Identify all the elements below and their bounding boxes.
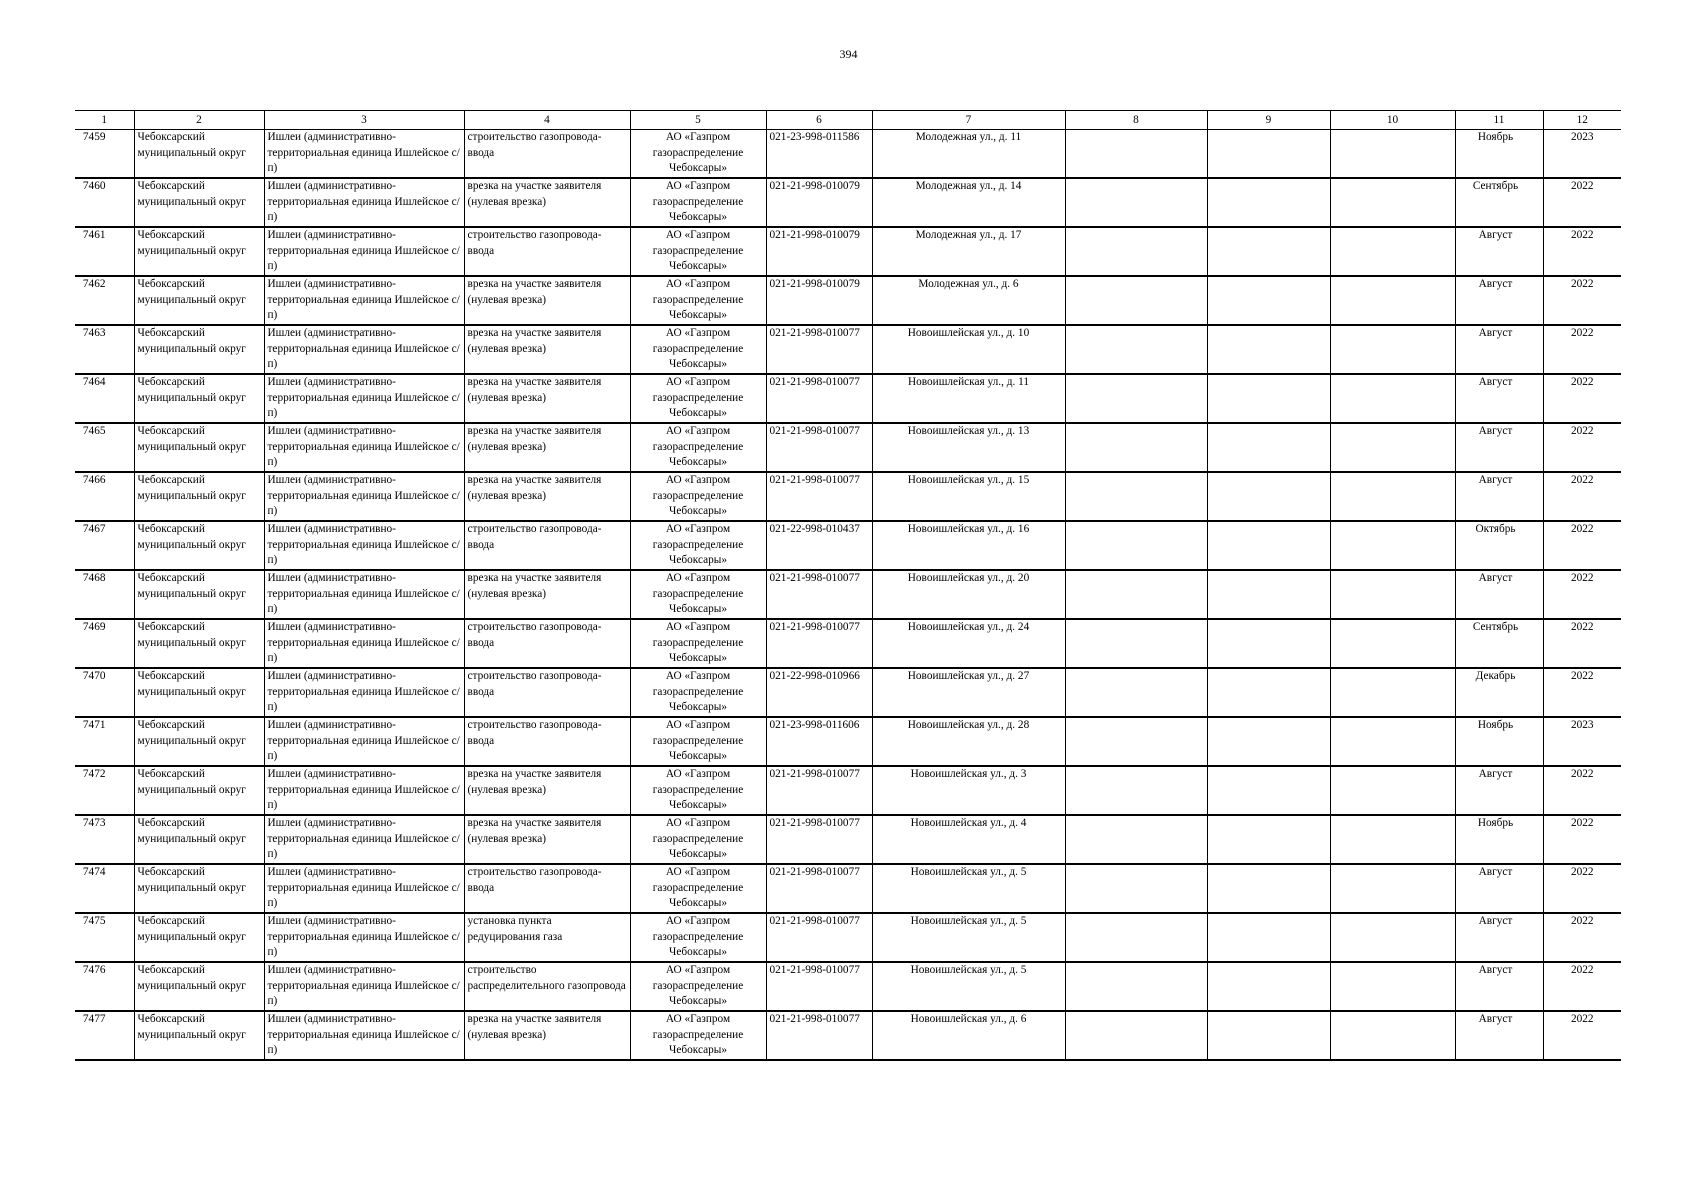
- work-type-cell: строительство распределительного газопровода: [464, 962, 630, 1011]
- column-8-cell: [1065, 374, 1207, 423]
- organization-cell: АО «Газпром газораспределение Чебоксары»: [630, 962, 766, 1011]
- month-cell: Сентябрь: [1455, 178, 1543, 227]
- settlement-cell: Ишлеи (административно-территориальная единица Ишлейское с/п): [264, 913, 464, 962]
- column-10-cell: [1330, 423, 1455, 472]
- organization-cell: АО «Газпром газораспределение Чебоксары»: [630, 130, 766, 179]
- column-8-cell: [1065, 864, 1207, 913]
- column-8-cell: [1065, 178, 1207, 227]
- district-cell: Чебоксарский муниципальный округ: [134, 276, 264, 325]
- row-number-cell: 7469: [75, 619, 134, 668]
- work-type-cell: врезка на участке заявителя (нулевая врезка): [464, 815, 630, 864]
- organization-cell: АО «Газпром газораспределение Чебоксары»: [630, 374, 766, 423]
- district-cell: Чебоксарский муниципальный округ: [134, 766, 264, 815]
- work-type-cell: строительство газопровода-ввода: [464, 864, 630, 913]
- object-code-cell: 021-21-998-010077: [766, 913, 872, 962]
- page-number: 394: [839, 47, 858, 61]
- object-code-cell: 021-23-998-011586: [766, 130, 872, 179]
- address-cell: Новоишлейская ул., д. 5: [872, 913, 1065, 962]
- settlement-cell: Ишлеи (административно-территориальная единица Ишлейское с/п): [264, 1011, 464, 1060]
- settlement-cell: Ишлеи (административно-территориальная единица Ишлейское с/п): [264, 472, 464, 521]
- address-cell: Новоишлейская ул., д. 13: [872, 423, 1065, 472]
- month-cell: Ноябрь: [1455, 130, 1543, 179]
- column-header: 4: [464, 111, 630, 130]
- year-cell: 2022: [1543, 1011, 1621, 1060]
- column-9-cell: [1207, 227, 1330, 276]
- year-cell: 2022: [1543, 325, 1621, 374]
- column-9-cell: [1207, 423, 1330, 472]
- object-code-cell: 021-21-998-010079: [766, 276, 872, 325]
- column-9-cell: [1207, 374, 1330, 423]
- row-number-cell: 7465: [75, 423, 134, 472]
- year-cell: 2022: [1543, 227, 1621, 276]
- row-number-cell: 7470: [75, 668, 134, 717]
- organization-cell: АО «Газпром газораспределение Чебоксары»: [630, 913, 766, 962]
- object-code-cell: 021-21-998-010077: [766, 1011, 872, 1060]
- column-9-cell: [1207, 1011, 1330, 1060]
- row-number-cell: 7473: [75, 815, 134, 864]
- column-10-cell: [1330, 374, 1455, 423]
- row-number-cell: 7466: [75, 472, 134, 521]
- work-type-cell: установка пункта редуцирования газа: [464, 913, 630, 962]
- column-10-cell: [1330, 178, 1455, 227]
- district-cell: Чебоксарский муниципальный округ: [134, 227, 264, 276]
- address-cell: Молодежная ул., д. 6: [872, 276, 1065, 325]
- row-number-cell: 7459: [75, 130, 134, 179]
- column-header: 10: [1330, 111, 1455, 130]
- work-type-cell: строительство газопровода-ввода: [464, 668, 630, 717]
- column-8-cell: [1065, 717, 1207, 766]
- column-header: 5: [630, 111, 766, 130]
- object-code-cell: 021-22-998-010966: [766, 668, 872, 717]
- month-cell: Декабрь: [1455, 668, 1543, 717]
- column-9-cell: [1207, 815, 1330, 864]
- year-cell: 2022: [1543, 374, 1621, 423]
- work-type-cell: врезка на участке заявителя (нулевая врезка): [464, 325, 630, 374]
- district-cell: Чебоксарский муниципальный округ: [134, 1011, 264, 1060]
- month-cell: Сентябрь: [1455, 619, 1543, 668]
- year-cell: 2022: [1543, 913, 1621, 962]
- gasification-register-table: [75, 110, 1621, 1061]
- settlement-cell: Ишлеи (административно-территориальная единица Ишлейское с/п): [264, 521, 464, 570]
- column-10-cell: [1330, 913, 1455, 962]
- month-cell: Август: [1455, 766, 1543, 815]
- column-9-cell: [1207, 521, 1330, 570]
- object-code-cell: 021-21-998-010079: [766, 178, 872, 227]
- table-row: [75, 815, 1621, 864]
- month-cell: Август: [1455, 913, 1543, 962]
- address-cell: Новоишлейская ул., д. 5: [872, 962, 1065, 1011]
- column-9-cell: [1207, 130, 1330, 179]
- work-type-cell: врезка на участке заявителя (нулевая врезка): [464, 178, 630, 227]
- district-cell: Чебоксарский муниципальный округ: [134, 521, 264, 570]
- settlement-cell: Ишлеи (административно-территориальная единица Ишлейское с/п): [264, 962, 464, 1011]
- district-cell: Чебоксарский муниципальный округ: [134, 325, 264, 374]
- column-9-cell: [1207, 864, 1330, 913]
- table-row: [75, 374, 1621, 423]
- row-number-cell: 7475: [75, 913, 134, 962]
- address-cell: Новоишлейская ул., д. 3: [872, 766, 1065, 815]
- work-type-cell: строительство газопровода-ввода: [464, 227, 630, 276]
- object-code-cell: 021-21-998-010077: [766, 325, 872, 374]
- object-code-cell: 021-21-998-010079: [766, 227, 872, 276]
- organization-cell: АО «Газпром газораспределение Чебоксары»: [630, 619, 766, 668]
- work-type-cell: строительство газопровода-ввода: [464, 619, 630, 668]
- work-type-cell: врезка на участке заявителя (нулевая врезка): [464, 472, 630, 521]
- column-8-cell: [1065, 130, 1207, 179]
- month-cell: Август: [1455, 570, 1543, 619]
- column-9-cell: [1207, 913, 1330, 962]
- table-row: [75, 472, 1621, 521]
- address-cell: Новоишлейская ул., д. 4: [872, 815, 1065, 864]
- column-8-cell: [1065, 472, 1207, 521]
- work-type-cell: врезка на участке заявителя (нулевая врезка): [464, 423, 630, 472]
- district-cell: Чебоксарский муниципальный округ: [134, 472, 264, 521]
- settlement-cell: Ишлеи (административно-территориальная единица Ишлейское с/п): [264, 178, 464, 227]
- column-9-cell: [1207, 276, 1330, 325]
- column-header: 12: [1543, 111, 1621, 130]
- work-type-cell: врезка на участке заявителя (нулевая врезка): [464, 570, 630, 619]
- column-8-cell: [1065, 766, 1207, 815]
- column-10-cell: [1330, 276, 1455, 325]
- column-8-cell: [1065, 815, 1207, 864]
- column-10-cell: [1330, 521, 1455, 570]
- column-10-cell: [1330, 962, 1455, 1011]
- column-10-cell: [1330, 227, 1455, 276]
- organization-cell: АО «Газпром газораспределение Чебоксары»: [630, 717, 766, 766]
- organization-cell: АО «Газпром газораспределение Чебоксары»: [630, 570, 766, 619]
- row-number-cell: 7460: [75, 178, 134, 227]
- column-header: 7: [872, 111, 1065, 130]
- year-cell: 2022: [1543, 276, 1621, 325]
- address-cell: Новоишлейская ул., д. 5: [872, 864, 1065, 913]
- organization-cell: АО «Газпром газораспределение Чебоксары»: [630, 815, 766, 864]
- year-cell: 2022: [1543, 472, 1621, 521]
- settlement-cell: Ишлеи (административно-территориальная единица Ишлейское с/п): [264, 374, 464, 423]
- column-10-cell: [1330, 815, 1455, 864]
- table-row: [75, 619, 1621, 668]
- row-number-cell: 7463: [75, 325, 134, 374]
- district-cell: Чебоксарский муниципальный округ: [134, 130, 264, 179]
- organization-cell: АО «Газпром газораспределение Чебоксары»: [630, 521, 766, 570]
- address-cell: Новоишлейская ул., д. 24: [872, 619, 1065, 668]
- month-cell: Август: [1455, 472, 1543, 521]
- organization-cell: АО «Газпром газораспределение Чебоксары»: [630, 276, 766, 325]
- year-cell: 2022: [1543, 178, 1621, 227]
- year-cell: 2022: [1543, 423, 1621, 472]
- district-cell: Чебоксарский муниципальный округ: [134, 913, 264, 962]
- month-cell: Август: [1455, 864, 1543, 913]
- column-9-cell: [1207, 717, 1330, 766]
- row-number-cell: 7476: [75, 962, 134, 1011]
- column-8-cell: [1065, 423, 1207, 472]
- settlement-cell: Ишлеи (административно-территориальная единица Ишлейское с/п): [264, 766, 464, 815]
- organization-cell: АО «Газпром газораспределение Чебоксары»: [630, 325, 766, 374]
- object-code-cell: 021-21-998-010077: [766, 374, 872, 423]
- object-code-cell: 021-21-998-010077: [766, 766, 872, 815]
- table-row: [75, 178, 1621, 227]
- district-cell: Чебоксарский муниципальный округ: [134, 668, 264, 717]
- settlement-cell: Ишлеи (административно-территориальная единица Ишлейское с/п): [264, 325, 464, 374]
- object-code-cell: 021-21-998-010077: [766, 619, 872, 668]
- year-cell: 2022: [1543, 962, 1621, 1011]
- column-10-cell: [1330, 570, 1455, 619]
- year-cell: 2023: [1543, 130, 1621, 179]
- settlement-cell: Ишлеи (административно-территориальная единица Ишлейское с/п): [264, 864, 464, 913]
- column-header: 2: [134, 111, 264, 130]
- address-cell: Новоишлейская ул., д. 11: [872, 374, 1065, 423]
- column-10-cell: [1330, 325, 1455, 374]
- table-row: [75, 962, 1621, 1011]
- month-cell: Август: [1455, 423, 1543, 472]
- district-cell: Чебоксарский муниципальный округ: [134, 962, 264, 1011]
- table-row: [75, 766, 1621, 815]
- column-8-cell: [1065, 570, 1207, 619]
- month-cell: Август: [1455, 374, 1543, 423]
- month-cell: Август: [1455, 227, 1543, 276]
- month-cell: Август: [1455, 1011, 1543, 1060]
- column-header: 9: [1207, 111, 1330, 130]
- table-row: [75, 130, 1621, 179]
- table-row: [75, 276, 1621, 325]
- address-cell: Новоишлейская ул., д. 10: [872, 325, 1065, 374]
- table-row: [75, 913, 1621, 962]
- settlement-cell: Ишлеи (административно-территориальная единица Ишлейское с/п): [264, 227, 464, 276]
- object-code-cell: 021-21-998-010077: [766, 570, 872, 619]
- column-10-cell: [1330, 619, 1455, 668]
- year-cell: 2022: [1543, 815, 1621, 864]
- district-cell: Чебоксарский муниципальный округ: [134, 619, 264, 668]
- month-cell: Август: [1455, 962, 1543, 1011]
- settlement-cell: Ишлеи (административно-территориальная единица Ишлейское с/п): [264, 668, 464, 717]
- year-cell: 2022: [1543, 668, 1621, 717]
- row-number-cell: 7464: [75, 374, 134, 423]
- row-number-cell: 7468: [75, 570, 134, 619]
- column-9-cell: [1207, 668, 1330, 717]
- district-cell: Чебоксарский муниципальный округ: [134, 178, 264, 227]
- column-number-row: [75, 111, 1621, 130]
- work-type-cell: строительство газопровода-ввода: [464, 130, 630, 179]
- work-type-cell: строительство газопровода-ввода: [464, 717, 630, 766]
- column-8-cell: [1065, 1011, 1207, 1060]
- month-cell: Октябрь: [1455, 521, 1543, 570]
- column-8-cell: [1065, 913, 1207, 962]
- column-10-cell: [1330, 668, 1455, 717]
- work-type-cell: врезка на участке заявителя (нулевая врезка): [464, 766, 630, 815]
- column-header: 3: [264, 111, 464, 130]
- settlement-cell: Ишлеи (административно-территориальная единица Ишлейское с/п): [264, 717, 464, 766]
- organization-cell: АО «Газпром газораспределение Чебоксары»: [630, 766, 766, 815]
- year-cell: 2022: [1543, 570, 1621, 619]
- work-type-cell: строительство газопровода-ввода: [464, 521, 630, 570]
- column-8-cell: [1065, 276, 1207, 325]
- year-cell: 2022: [1543, 766, 1621, 815]
- settlement-cell: Ишлеи (административно-территориальная единица Ишлейское с/п): [264, 423, 464, 472]
- row-number-cell: 7477: [75, 1011, 134, 1060]
- row-number-cell: 7461: [75, 227, 134, 276]
- column-8-cell: [1065, 325, 1207, 374]
- row-number-cell: 7472: [75, 766, 134, 815]
- address-cell: Молодежная ул., д. 17: [872, 227, 1065, 276]
- district-cell: Чебоксарский муниципальный округ: [134, 423, 264, 472]
- row-number-cell: 7462: [75, 276, 134, 325]
- table-row: [75, 1011, 1621, 1060]
- column-10-cell: [1330, 717, 1455, 766]
- year-cell: 2023: [1543, 717, 1621, 766]
- table-row: [75, 521, 1621, 570]
- organization-cell: АО «Газпром газораспределение Чебоксары»: [630, 178, 766, 227]
- year-cell: 2022: [1543, 619, 1621, 668]
- table-row: [75, 668, 1621, 717]
- settlement-cell: Ишлеи (административно-территориальная единица Ишлейское с/п): [264, 276, 464, 325]
- address-cell: Новоишлейская ул., д. 20: [872, 570, 1065, 619]
- object-code-cell: 021-22-998-010437: [766, 521, 872, 570]
- column-header: 11: [1455, 111, 1543, 130]
- column-10-cell: [1330, 472, 1455, 521]
- column-10-cell: [1330, 766, 1455, 815]
- address-cell: Новоишлейская ул., д. 28: [872, 717, 1065, 766]
- month-cell: Август: [1455, 325, 1543, 374]
- settlement-cell: Ишлеи (административно-территориальная единица Ишлейское с/п): [264, 815, 464, 864]
- object-code-cell: 021-21-998-010077: [766, 472, 872, 521]
- column-9-cell: [1207, 178, 1330, 227]
- column-9-cell: [1207, 619, 1330, 668]
- column-9-cell: [1207, 570, 1330, 619]
- organization-cell: АО «Газпром газораспределение Чебоксары»: [630, 423, 766, 472]
- address-cell: Новоишлейская ул., д. 27: [872, 668, 1065, 717]
- table-row: [75, 717, 1621, 766]
- column-header: 8: [1065, 111, 1207, 130]
- column-header: 6: [766, 111, 872, 130]
- settlement-cell: Ишлеи (административно-территориальная единица Ишлейское с/п): [264, 570, 464, 619]
- address-cell: Молодежная ул., д. 14: [872, 178, 1065, 227]
- column-10-cell: [1330, 864, 1455, 913]
- organization-cell: АО «Газпром газораспределение Чебоксары»: [630, 1011, 766, 1060]
- work-type-cell: врезка на участке заявителя (нулевая врезка): [464, 374, 630, 423]
- column-8-cell: [1065, 227, 1207, 276]
- organization-cell: АО «Газпром газораспределение Чебоксары»: [630, 864, 766, 913]
- object-code-cell: 021-21-998-010077: [766, 815, 872, 864]
- column-header: 1: [75, 111, 134, 130]
- year-cell: 2022: [1543, 864, 1621, 913]
- column-8-cell: [1065, 962, 1207, 1011]
- month-cell: Ноябрь: [1455, 815, 1543, 864]
- work-type-cell: врезка на участке заявителя (нулевая врезка): [464, 276, 630, 325]
- district-cell: Чебоксарский муниципальный округ: [134, 570, 264, 619]
- address-cell: Молодежная ул., д. 11: [872, 130, 1065, 179]
- object-code-cell: 021-21-998-010077: [766, 864, 872, 913]
- object-code-cell: 021-23-998-011606: [766, 717, 872, 766]
- year-cell: 2022: [1543, 521, 1621, 570]
- object-code-cell: 021-21-998-010077: [766, 423, 872, 472]
- organization-cell: АО «Газпром газораспределение Чебоксары»: [630, 668, 766, 717]
- table-row: [75, 423, 1621, 472]
- row-number-cell: 7471: [75, 717, 134, 766]
- district-cell: Чебоксарский муниципальный округ: [134, 864, 264, 913]
- column-10-cell: [1330, 130, 1455, 179]
- district-cell: Чебоксарский муниципальный округ: [134, 717, 264, 766]
- table-row: [75, 325, 1621, 374]
- column-8-cell: [1065, 668, 1207, 717]
- column-9-cell: [1207, 766, 1330, 815]
- work-type-cell: врезка на участке заявителя (нулевая врезка): [464, 1011, 630, 1060]
- month-cell: Ноябрь: [1455, 717, 1543, 766]
- settlement-cell: Ишлеи (административно-территориальная единица Ишлейское с/п): [264, 619, 464, 668]
- column-9-cell: [1207, 325, 1330, 374]
- address-cell: Новоишлейская ул., д. 6: [872, 1011, 1065, 1060]
- month-cell: Август: [1455, 276, 1543, 325]
- column-8-cell: [1065, 521, 1207, 570]
- row-number-cell: 7474: [75, 864, 134, 913]
- column-8-cell: [1065, 619, 1207, 668]
- column-9-cell: [1207, 472, 1330, 521]
- settlement-cell: Ишлеи (административно-территориальная единица Ишлейское с/п): [264, 130, 464, 179]
- address-cell: Новоишлейская ул., д. 16: [872, 521, 1065, 570]
- organization-cell: АО «Газпром газораспределение Чебоксары»: [630, 227, 766, 276]
- table-row: [75, 864, 1621, 913]
- district-cell: Чебоксарский муниципальный округ: [134, 815, 264, 864]
- table-row: [75, 570, 1621, 619]
- row-number-cell: 7467: [75, 521, 134, 570]
- object-code-cell: 021-21-998-010077: [766, 962, 872, 1011]
- table-row: [75, 227, 1621, 276]
- column-10-cell: [1330, 1011, 1455, 1060]
- column-9-cell: [1207, 962, 1330, 1011]
- address-cell: Новоишлейская ул., д. 15: [872, 472, 1065, 521]
- organization-cell: АО «Газпром газораспределение Чебоксары»: [630, 472, 766, 521]
- district-cell: Чебоксарский муниципальный округ: [134, 374, 264, 423]
